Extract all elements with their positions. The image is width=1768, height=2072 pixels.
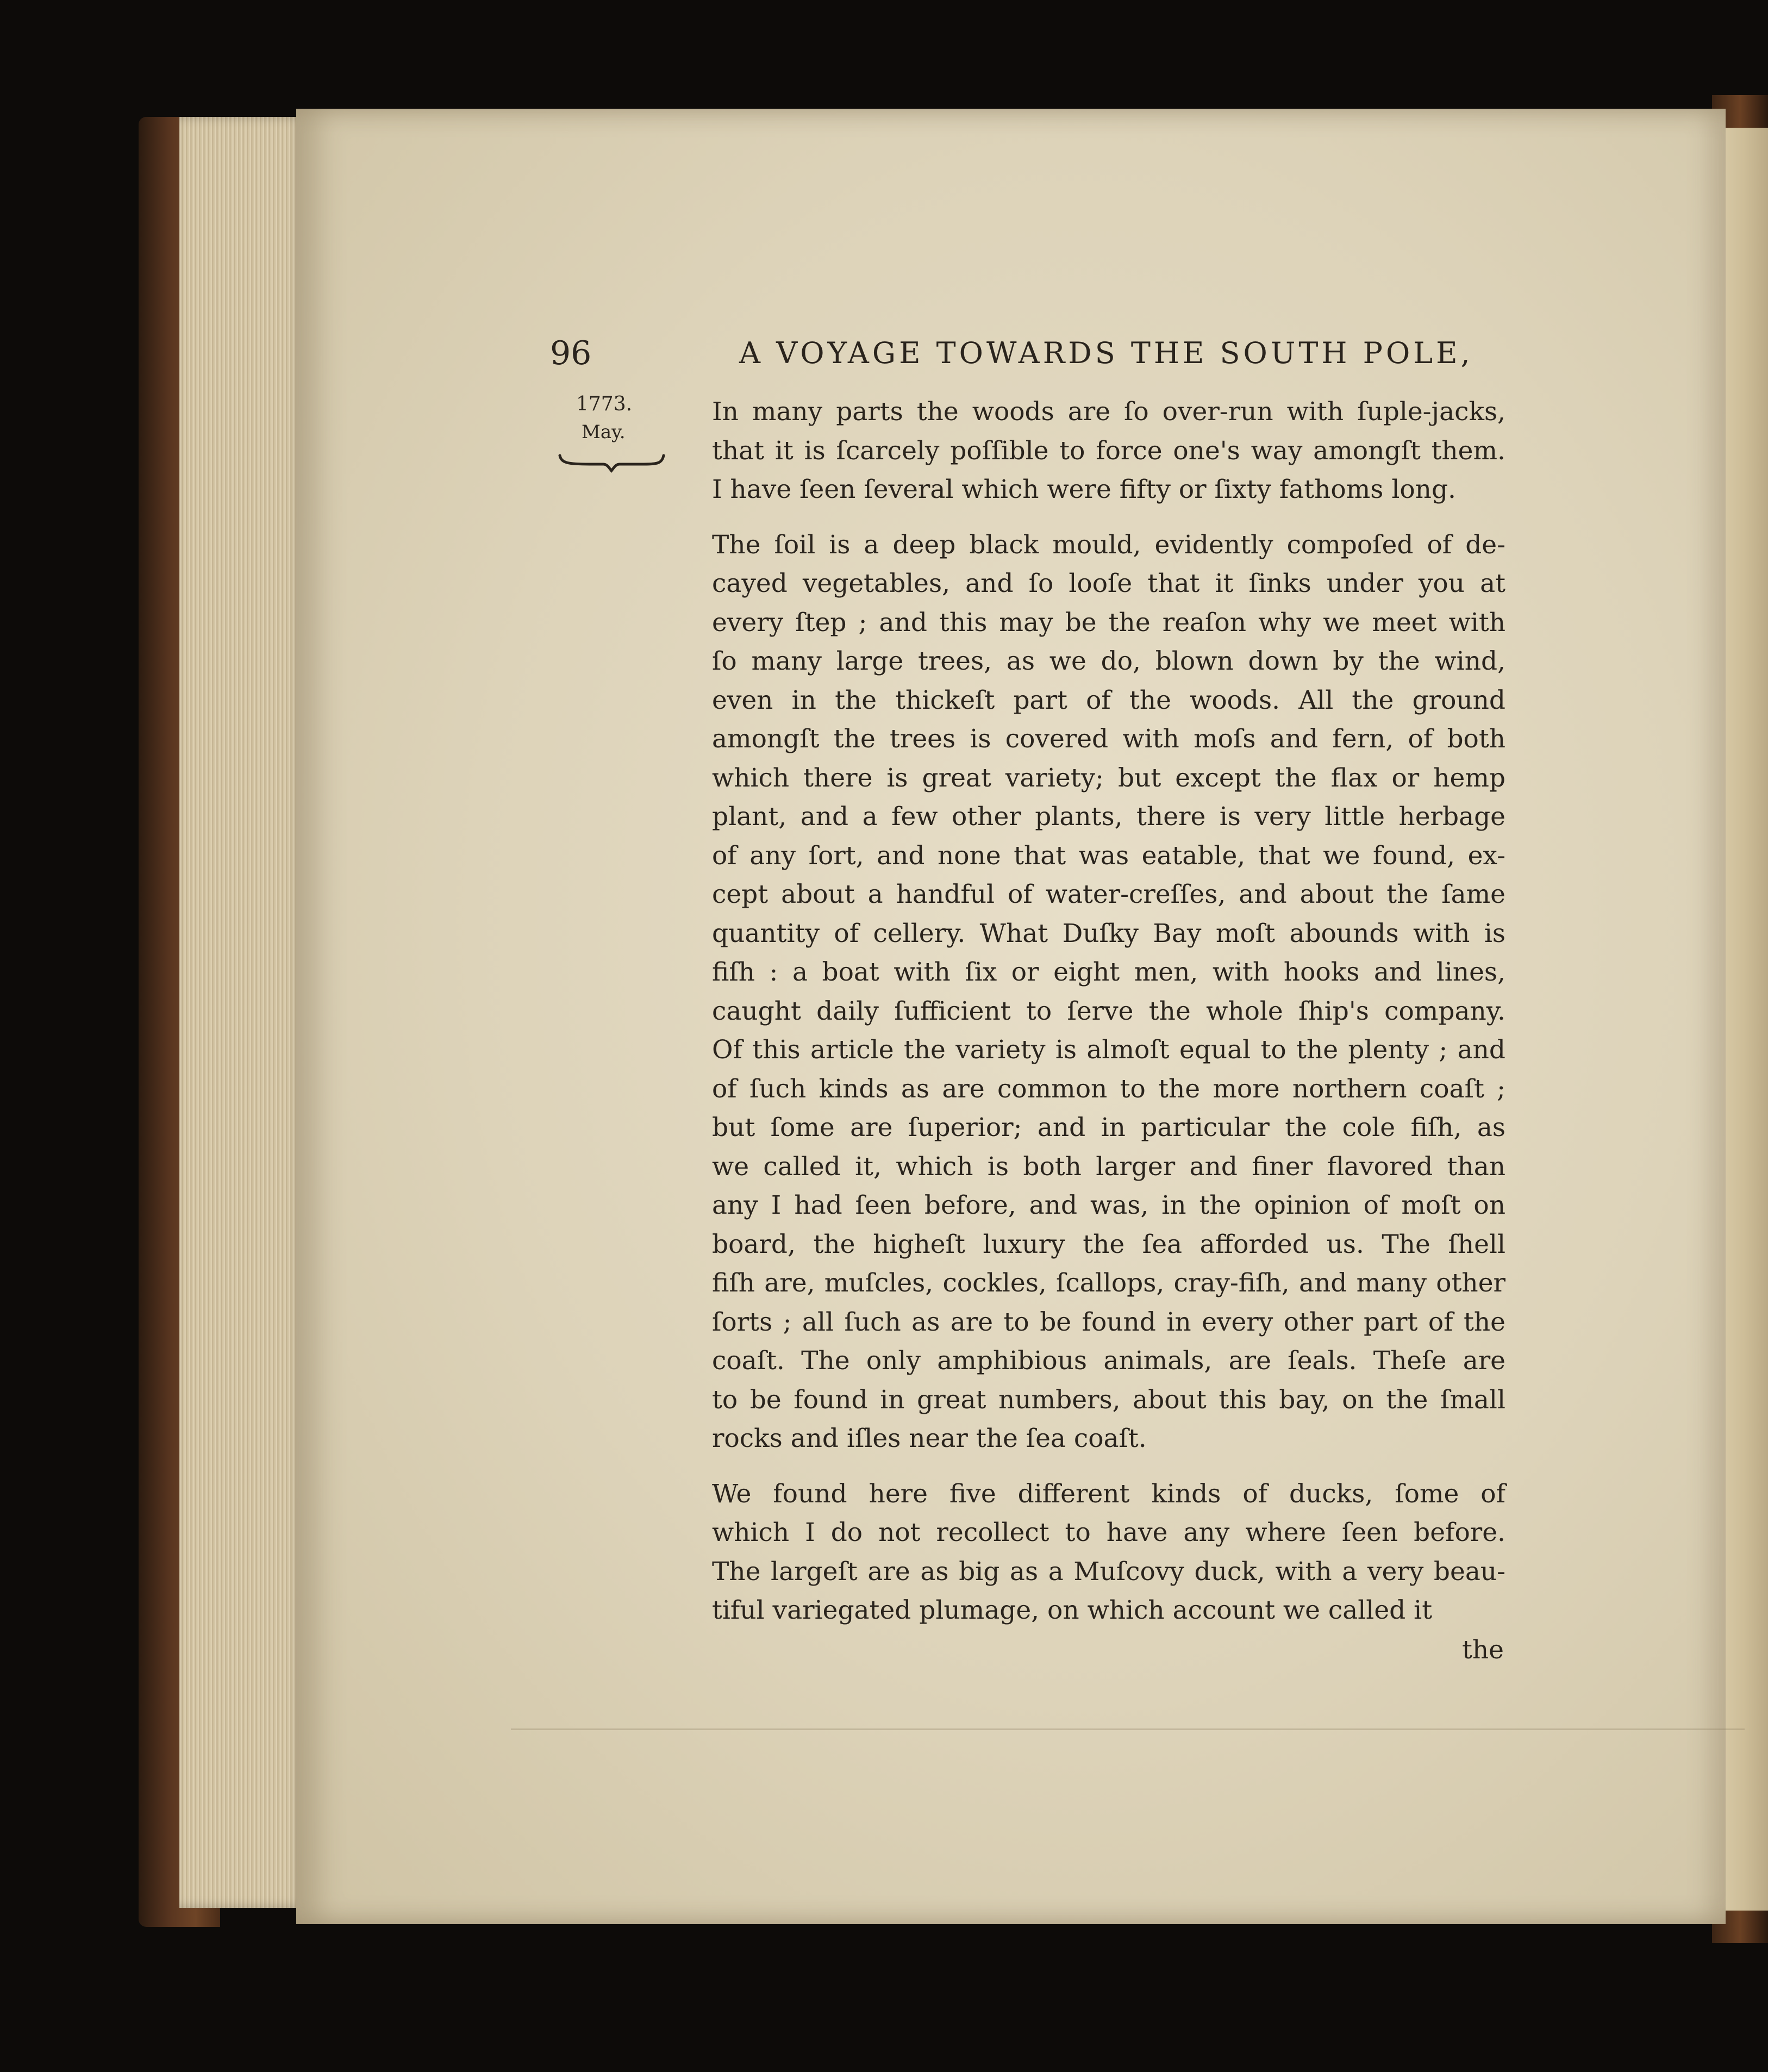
- text-line: we called it, which is both larger and finer flavored than: [712, 1151, 1505, 1182]
- text-line: to be found in great numbers, about this bay, on the ſmall: [712, 1384, 1505, 1415]
- text-line: caught daily ſufficient to ſerve the whole ſhip's company.: [712, 996, 1505, 1026]
- text-line: of ſuch kinds as are common to the more northern coaſt ;: [712, 1074, 1505, 1104]
- text-line: even in the thickeſt part of the woods. All the ground: [712, 685, 1505, 715]
- text-line: ſo many large trees, as we do, blown down by the wind,: [712, 646, 1505, 676]
- text-line: The ſoil is a deep black mould, evidently compoſed of de-: [712, 529, 1505, 560]
- paragraph: [679, 1475, 1505, 1630]
- page-edges-stack: [179, 117, 304, 1908]
- text-line: which I do not recollect to have any where ſeen before.: [712, 1518, 1505, 1547]
- running-head: A VOYAGE TOWARDS THE SOUTH POLE,: [739, 336, 1473, 370]
- paragraph: [679, 526, 1505, 1458]
- body-text: [679, 392, 1505, 1646]
- text-line: The largeſt are as big as a Muſcovy duck, with a very beau-: [712, 1556, 1505, 1587]
- text-line: any I had ſeen before, and was, in the opinion of moſt on: [712, 1190, 1505, 1220]
- text-line: fiſh are, muſcles, cockles, ſcallops, cray-fiſh, and many other: [712, 1268, 1505, 1298]
- brace-icon: [557, 451, 666, 473]
- text-line: every ſtep ; and this may be the reaſon why we meet with: [712, 607, 1505, 638]
- text-line: In many parts the woods are ſo over-run with ſuple-jacks,: [712, 397, 1505, 427]
- text-line: cept about a handful of water-creſſes, and about the ſame: [712, 879, 1505, 909]
- text-line: of any ſort, and none that was eatable, that we found, ex-: [712, 840, 1505, 871]
- text-line: plant, and a few other plants, there is very little herbage: [712, 802, 1505, 832]
- margin-date-month: May.: [582, 421, 626, 443]
- text-line: I have ſeen ſeveral which were fifty or ſixty fathoms long.: [712, 475, 1456, 504]
- text-line: coaſt. The only amphibious animals, are ſeals. Theſe are: [712, 1346, 1505, 1376]
- margin-date-year: 1773.: [576, 393, 633, 415]
- paragraph: [679, 392, 1505, 509]
- text-line: tiful variegated plumage, on which account we called it: [712, 1595, 1433, 1625]
- text-line: Of this article the variety is almoſt equal to the plenty ; and: [712, 1035, 1505, 1065]
- text-line: cayed vegetables, and ſo looſe that it ſinks under you at: [712, 569, 1505, 598]
- text-line: that it is ſcarcely poſſible to force one's way amongſt them.: [712, 435, 1505, 466]
- text-line: ſorts ; all ſuch as are to be found in every other part of the: [712, 1307, 1505, 1337]
- page-number: 96: [550, 334, 592, 372]
- text-line: quantity of cellery. What Duſky Bay moſt abounds with is: [712, 918, 1505, 948]
- catchword: the: [1462, 1635, 1504, 1665]
- text-line: We found here five different kinds of ducks, ſome of: [712, 1478, 1505, 1509]
- text-line: but ſome are ſuperior; and in particular the cole fiſh, as: [712, 1113, 1505, 1143]
- text-line: rocks and iſles near the ſea coaſt.: [712, 1424, 1147, 1453]
- text-line: board, the higheſt luxury the ſea afforded us. The ſhell: [712, 1229, 1505, 1259]
- page-platemark: [511, 1728, 1745, 1741]
- text-line: fiſh : a boat with ſix or eight men, with hooks and lines,: [712, 957, 1505, 987]
- text-line: which there is great variety; but except the flax or hemp: [712, 763, 1505, 793]
- text-line: amongſt the trees is covered with moſs and fern, of both: [712, 724, 1505, 754]
